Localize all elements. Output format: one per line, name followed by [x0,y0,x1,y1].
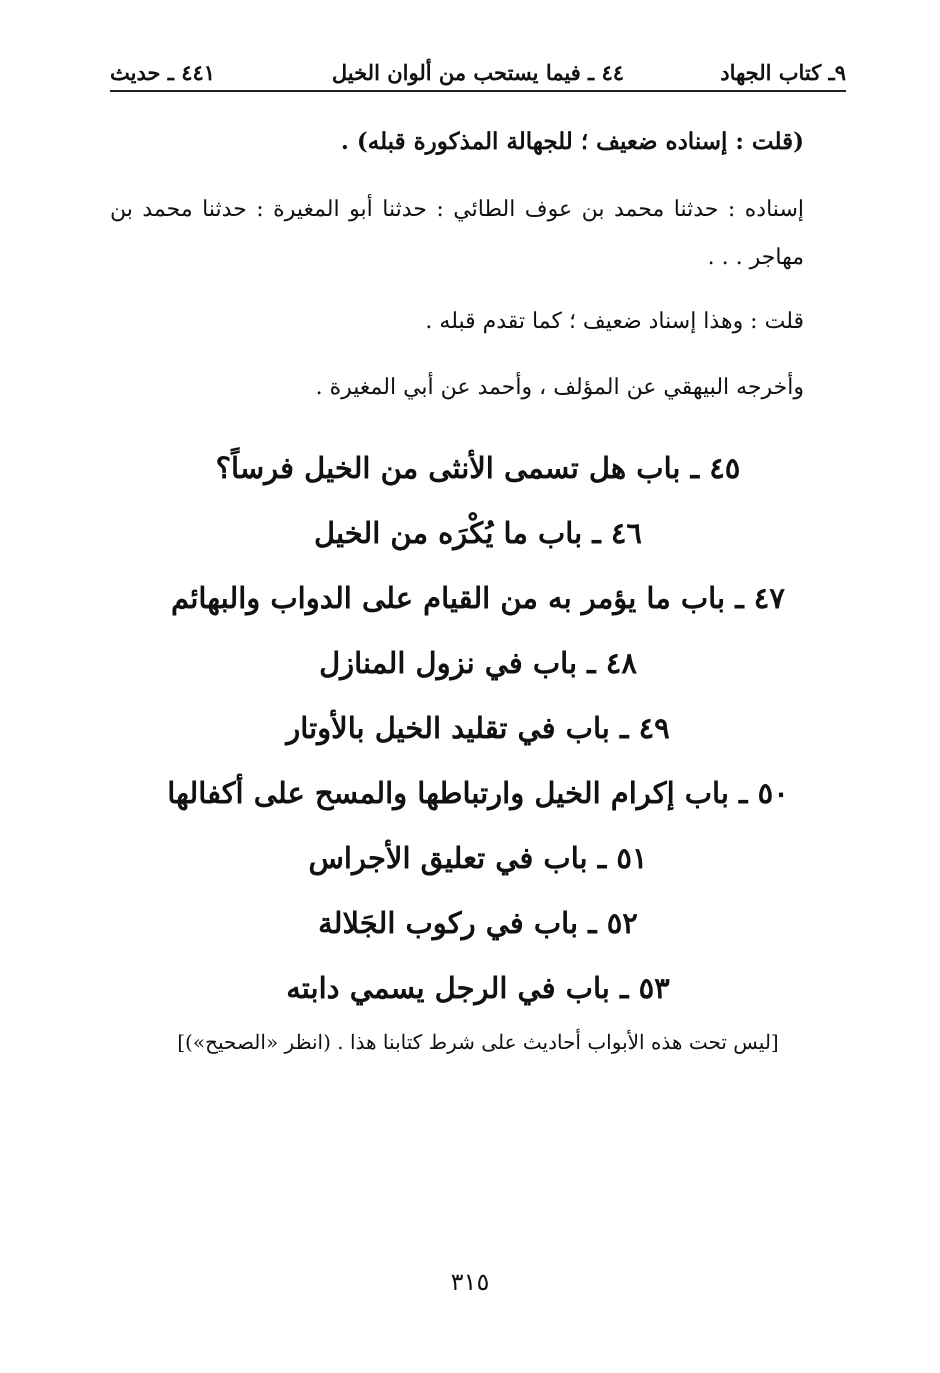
editor-note: [ليس تحت هذه الأبواب أحاديث على شرط كتابنا هذا . (انظر «الصحيح»)] [177,1030,779,1054]
chapter-heading: ٥٢ ـ باب في ركوب الجَلالة [318,906,638,940]
chapter-list [110,438,846,1023]
running-header [110,58,846,92]
chapter-heading: ٤٥ ـ باب هل تسمى الأنثى من الخيل فرساً؟ [215,451,741,485]
page-number: ٣١٥ [450,1268,490,1296]
chapter-heading: ٤٩ ـ باب في تقليد الخيل بالأوتار [286,711,670,745]
paragraph-isnad: إسناده : حدثنا محمد بن عوف الطائي : حدثنا أبو المغيرة : حدثنا محمد بن مهاجر . . . [110,197,804,270]
paragraph-note: (قلت : إسناده ضعيف ؛ للجهالة المذكورة قبله) . [340,128,804,155]
chapter-heading: ٤٨ ـ باب في نزول المنازل [319,646,637,680]
header-chapter-title: ٤٤ ـ فيما يستحب من ألوان الخيل [331,60,625,85]
paragraph-comment: قلت : وهذا إسناد ضعيف ؛ كما تقدم قبله . [425,309,804,334]
header-book-title: ٩ـ كتاب الجهاد [720,60,846,85]
chapter-heading: ٥١ ـ باب في تعليق الأجراس [308,841,648,875]
chapter-heading: ٥٣ ـ باب في الرجل يسمي دابته [286,971,670,1005]
chapter-heading: ٤٦ ـ باب ما يُكْرَه من الخيل [313,516,643,550]
chapter-heading: ٤٧ ـ باب ما يؤمر به من القيام على الدواب والبهائم [171,581,785,615]
chapter-heading: ٥٠ ـ باب إكرام الخيل وارتباطها والمسح على أكفالها [167,776,789,810]
paragraph-takhrij: وأخرجه البيهقي عن المؤلف ، وأحمد عن أبي المغيرة . [315,375,804,400]
header-hadith-number: ٤٤١ ـ حديث [110,60,216,85]
